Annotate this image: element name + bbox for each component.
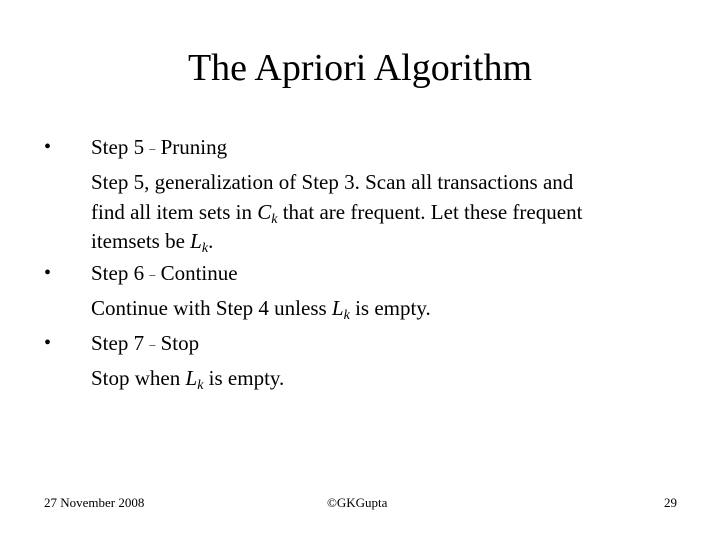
step-5-desc-line-2-post: that are frequent. Let these frequent — [277, 200, 583, 224]
dash: – — [149, 267, 156, 281]
step-5-desc-line-1: Step 5, generalization of Step 3. Scan all transactions and — [91, 170, 574, 194]
frequent-set-var: L — [331, 296, 344, 320]
step-5-name: Pruning — [160, 135, 228, 159]
frequent-set-subscript: k — [201, 241, 209, 256]
step-5-heading — [91, 130, 227, 166]
step-7-heading — [91, 326, 199, 362]
step-6-desc-pre: Continue with Step 4 unless — [91, 296, 332, 320]
bullet-marker-step-6: • — [44, 262, 52, 284]
page-number: 29 — [664, 495, 677, 510]
step-7-desc — [91, 361, 284, 403]
slide-title: The Apriori Algorithm — [187, 47, 533, 89]
footer-date: 27 November 2008 — [44, 495, 145, 510]
frequent-set-subscript: k — [343, 308, 350, 323]
step-6-heading — [91, 256, 238, 292]
step-5-desc-line-2-pre: find all item sets in — [91, 200, 258, 224]
step-6-desc-post: is empty. — [349, 296, 431, 320]
step-5-desc-line-3-pre: itemsets be — [91, 229, 191, 253]
frequent-set-subscript: k — [197, 378, 204, 393]
bullet-marker-step-7: • — [44, 332, 52, 354]
step-7-desc-post: is empty. — [203, 366, 285, 390]
frequent-set-var: L — [185, 366, 198, 390]
frequent-set-var: L — [190, 229, 202, 253]
step-6-name: Continue — [160, 261, 238, 285]
step-5-desc-line-3-post: . — [208, 229, 214, 253]
dash: – — [149, 141, 156, 155]
step-6-label: Step 6 — [91, 261, 145, 285]
step-7-desc-pre: Stop when — [91, 366, 186, 390]
step-7-label: Step 7 — [91, 331, 145, 355]
step-5-label: Step 5 — [91, 135, 145, 159]
candidate-set-var: C — [257, 200, 272, 224]
dash: – — [149, 337, 156, 351]
footer-author: ©GKGupta — [327, 495, 388, 510]
step-7-name: Stop — [160, 331, 200, 355]
bullet-marker-step-5: • — [44, 136, 52, 158]
candidate-set-subscript: k — [271, 212, 278, 227]
